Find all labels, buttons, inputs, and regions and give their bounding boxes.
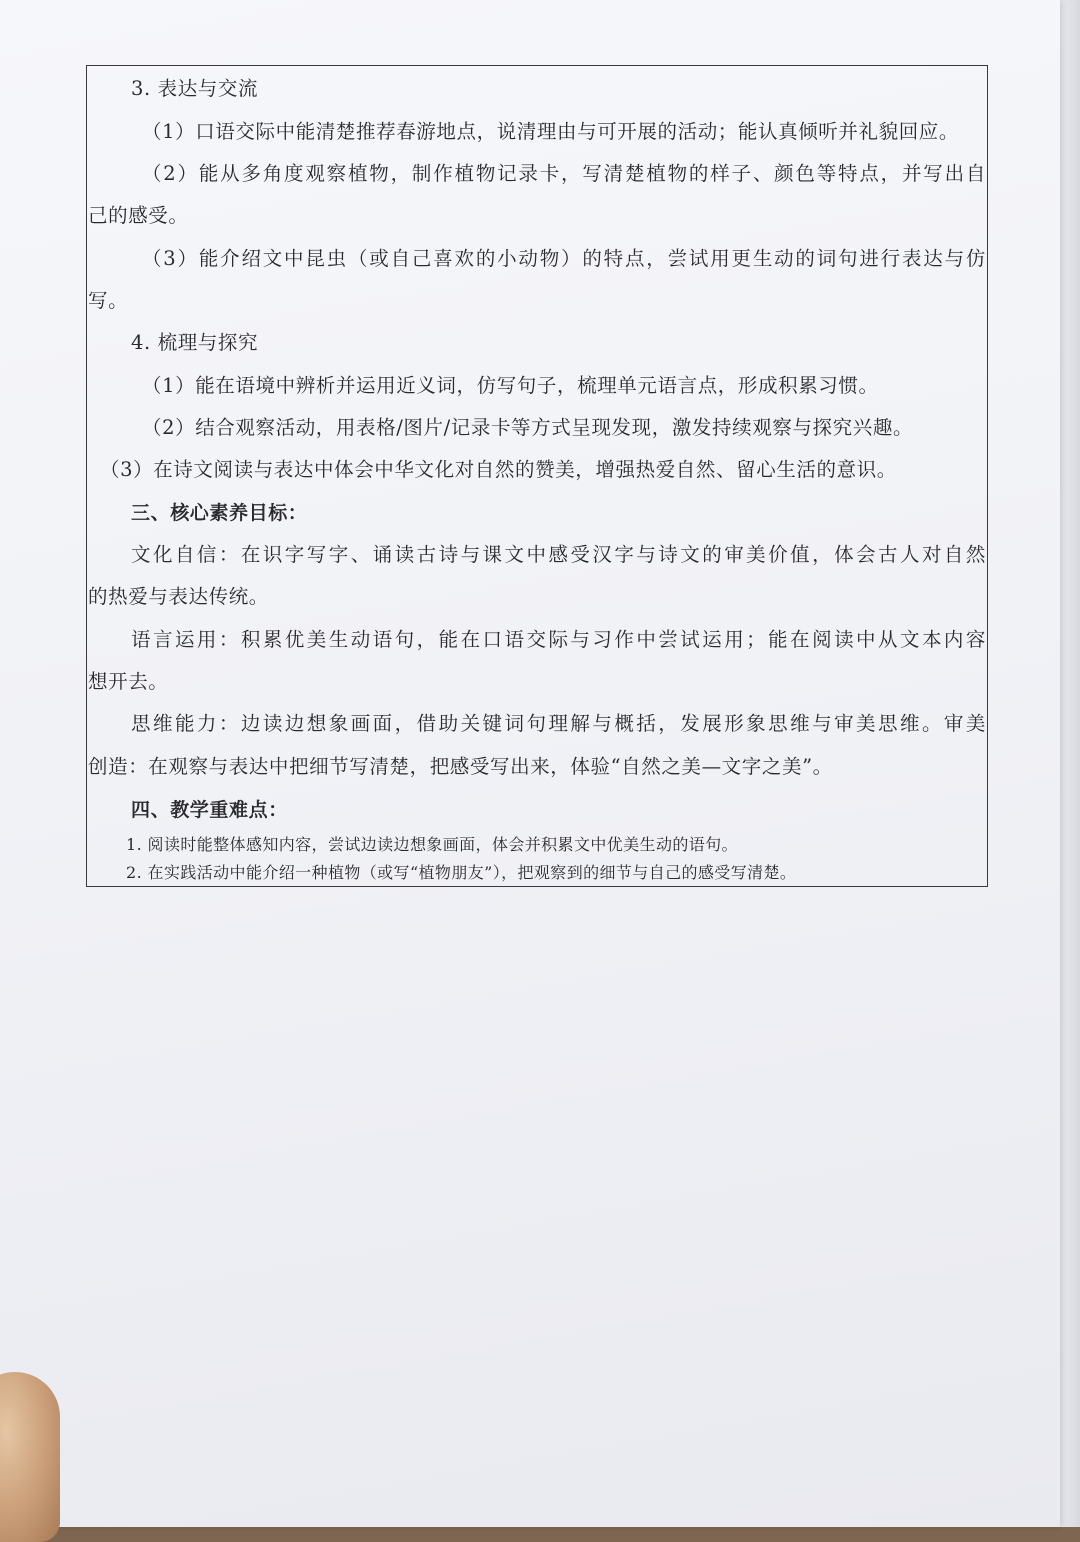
section-heading-key-points: 四、教学重难点： <box>131 799 288 821</box>
paragraph-line: 文化自信：在识字写字、诵读古诗与课文中感受汉字与诗文的审美价值，体会古人对自然 <box>131 543 986 566</box>
paragraph-line: 的热爱与表达传统。 <box>88 585 269 608</box>
paragraph-line: （3）在诗文阅读与表达中体会中华文化对自然的赞美，增强热爱自然、留心生活的意识。 <box>100 458 897 481</box>
paragraph-line: 想开去。 <box>88 670 169 693</box>
section-heading-expression: 3. 表达与交流 <box>131 77 259 100</box>
list-item: 1. 阅读时能整体感知内容，尝试边读边想象画面，体会并积累文中优美生动的语句。 <box>126 835 738 854</box>
paragraph-line: 创造：在观察与表达中把细节写清楚，把感受写出来，体验“自然之美—文字之美”。 <box>88 755 833 778</box>
paragraph-line: （1）口语交际中能清楚推荐春游地点，说清理由与可开展的活动；能认真倾听并礼貌回应。 <box>142 120 960 143</box>
paragraph-line: 己的感受。 <box>88 204 189 227</box>
section-heading-core-literacy: 三、核心素养目标： <box>131 502 308 524</box>
paragraph-line: 语言运用：积累优美生动语句，能在口语交际与习作中尝试运用；能在阅读中从文本内容 <box>131 628 986 651</box>
paragraph-line: 思维能力：边读边想象画面，借助关键词句理解与概括，发展形象思维与审美思维。审美 <box>131 712 986 735</box>
section-heading-exploration: 4. 梳理与探究 <box>131 331 259 354</box>
paragraph-line: （2）结合观察活动，用表格/图片/记录卡等方式呈现发现，激发持续观察与探究兴趣。 <box>142 416 914 439</box>
paragraph-line: （2）能从多角度观察植物，制作植物记录卡，写清楚植物的样子、颜色等特点，并写出自 <box>142 162 986 185</box>
paragraph-line: （1）能在语境中辨析并运用近义词，仿写句子，梳理单元语言点，形成积累习惯。 <box>142 374 879 397</box>
thumb <box>0 1372 60 1542</box>
list-item: 2. 在实践活动中能介绍一种植物（或写“植物朋友”），把观察到的细节与自己的感受写清楚。 <box>126 863 797 882</box>
paragraph-line: 写。 <box>88 289 129 312</box>
paragraph-line: （3）能介绍文中昆虫（或自己喜欢的小动物）的特点，尝试用更生动的词句进行表达与仿 <box>142 247 986 270</box>
